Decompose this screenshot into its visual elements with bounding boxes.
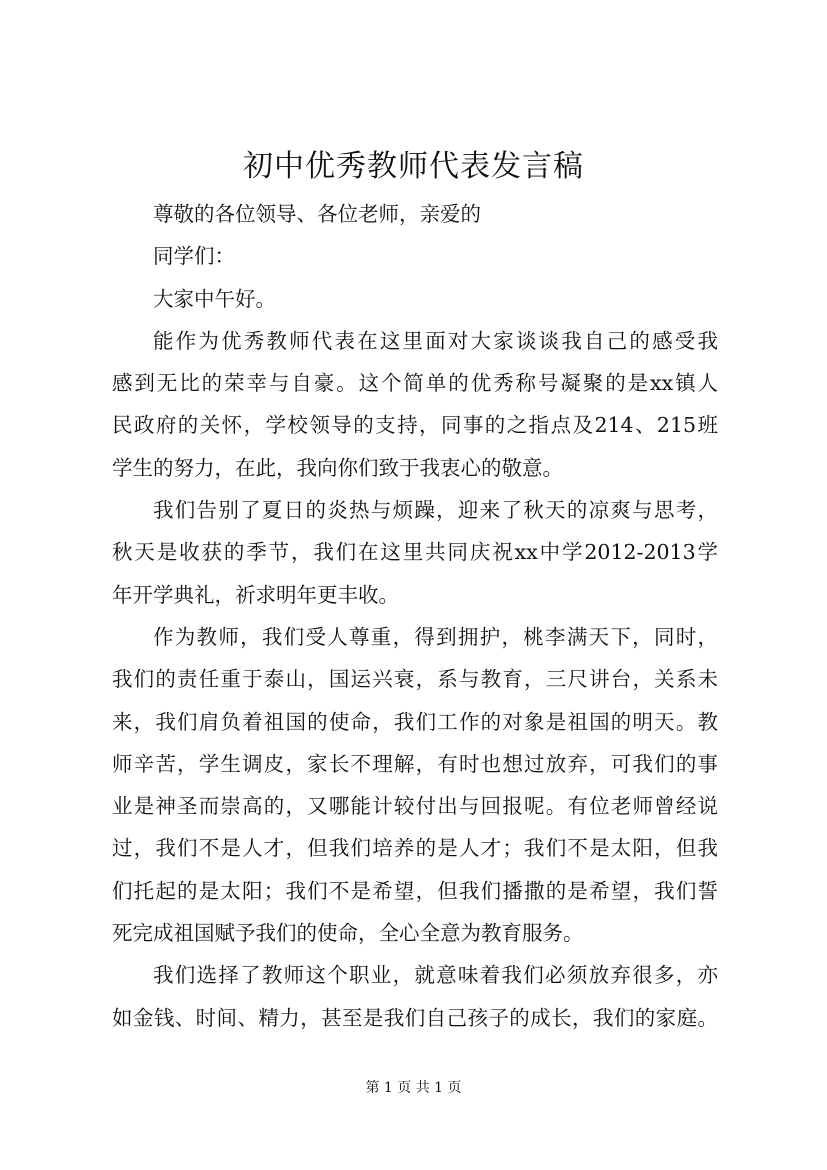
text-line: 如金钱、时间、精力，甚至是我们自己孩子的成长，我们的家庭。 bbox=[112, 1005, 718, 1030]
text-line: 过，我们不是人才，但我们培养的是人才；我们不是太阳，但我 bbox=[112, 836, 718, 861]
text-line: 能作为优秀教师代表在这里面对大家谈谈我自己的感受我 bbox=[153, 328, 718, 353]
text-line: 来，我们肩负着祖国的使命，我们工作的对象是祖国的明天。教 bbox=[112, 709, 718, 734]
text-line: 死完成祖国赋予我们的使命，全心全意为教育服务。 bbox=[112, 921, 584, 946]
text-line: 年开学典礼，祈求明年更丰收。 bbox=[112, 582, 399, 607]
text-line: 我们选择了教师这个职业，就意味着我们必须放弃很多，亦 bbox=[153, 963, 718, 988]
text-line: 秋天是收获的季节，我们在这里共同庆祝xx中学2012-2013学 bbox=[112, 540, 718, 565]
text-line: 们托起的是太阳；我们不是希望，但我们播撒的是希望，我们誓 bbox=[112, 878, 718, 903]
text-line: 尊敬的各位领导、各位老师，亲爱的 bbox=[153, 202, 481, 226]
page-number-footer: 第 1 页 共 1 页 bbox=[365, 1080, 462, 1096]
text-line: 业是神圣而崇高的，又哪能计较付出与回报呢。有位老师曾经说 bbox=[112, 794, 718, 819]
text-line: 民政府的关怀，学校领导的支持，同事的之指点及214、215班 bbox=[112, 413, 718, 438]
text-line: 同学们： bbox=[153, 244, 235, 269]
text-line: 作为教师，我们受人尊重，得到拥护，桃李满天下，同时， bbox=[153, 624, 718, 649]
text-line: 我们的责任重于泰山，国运兴衰，系与教育，三尺讲台，关系未 bbox=[112, 667, 718, 692]
text-line: 师辛苦，学生调皮，家长不理解，有时也想过放弃，可我们的事 bbox=[112, 751, 718, 776]
text-line: 大家中午好。 bbox=[153, 286, 276, 311]
text-line: 感到无比的荣幸与自豪。这个简单的优秀称号凝聚的是xx镇人 bbox=[112, 371, 718, 396]
document-title: 初中优秀教师代表发言稿 bbox=[243, 149, 584, 184]
document-body bbox=[112, 193, 718, 1039]
text-line: 学生的努力，在此，我向你们致于我衷心的敬意。 bbox=[112, 455, 563, 480]
text-line: 我们告别了夏日的炎热与烦躁，迎来了秋天的凉爽与思考， bbox=[153, 498, 718, 523]
